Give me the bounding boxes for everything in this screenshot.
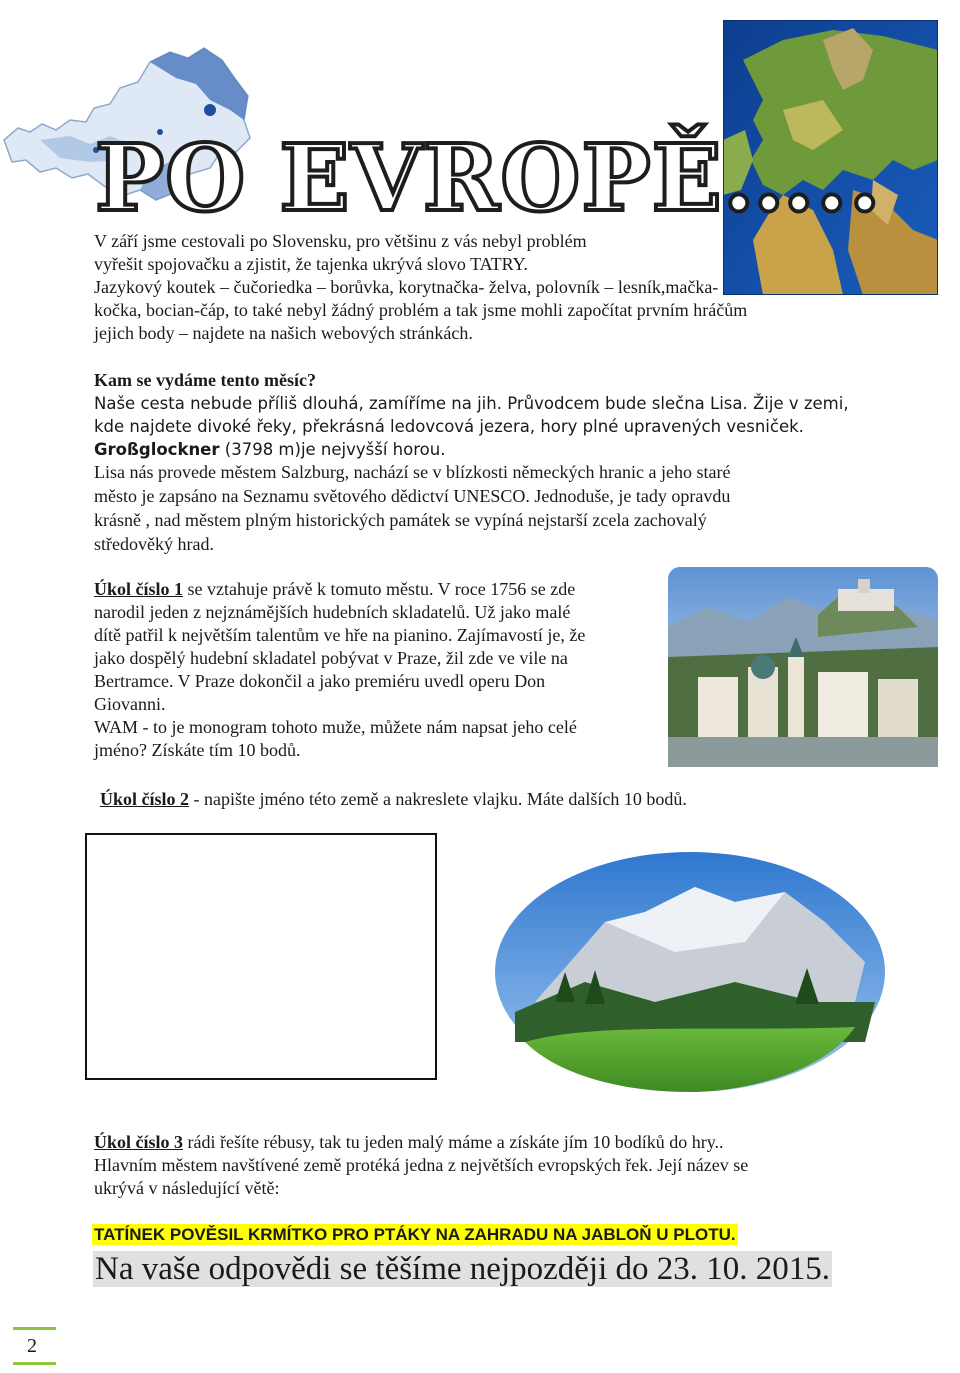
closing-text: Na vaše odpovědi se těšíme nejpozději do 23. 10. 2015. [95,1251,831,1287]
salzburg-line: krásně , nad městem plným historických památek se vypíná nejstarší zcela zachovalý [94,510,707,530]
salzburg-line: Lisa nás provede městem Salzburg, nachází se v blízkosti německých hranic a jeho staré [94,462,731,482]
closing-line [93,1250,832,1288]
salzburg-photo [668,567,938,767]
intro-line: vyřešit spojovačku a zjistit, že tajenka ukrývá slovo TATRY. [94,254,528,274]
intro-line: V září jsme cestovali po Slovensku, pro většinu z vás nebyl problém [94,231,587,251]
destination-line: Naše cesta nebude příliš dlouhá, zamíříme na jih. Průvodcem bude slečna Lisa. Žije v zemi, [94,394,849,413]
riddle-text: TATÍNEK POVĚSIL KRMÍTKO PRO PTÁKY NA ZAHRADU NA JABLOŇ U PLOTU. [94,1225,736,1244]
page-number-rule-bottom [13,1362,56,1365]
page-number-rule-top [13,1327,56,1330]
task2-label: Úkol číslo 2 [100,789,190,809]
task3-line: Úkol číslo 3 rádi řešíte rébusy, tak tu jeden malý máme a získáte jím 10 bodíků do hry.. [94,1132,724,1152]
destination-heading: Kam se vydáme tento měsíc? [94,370,316,390]
riddle-sentence [92,1223,738,1247]
intro-line: jejich body – najdete na našich webových stránkách. [94,323,473,343]
mountain-photo [495,852,885,1092]
destination-line [94,438,445,462]
salzburg-line: středověký hrad. [94,534,214,554]
task1-line: Úkol číslo 1 se vztahuje právě k tomuto městu. V roce 1756 se zde [94,579,576,599]
intro-line: kočka, bocian-čáp, to také nebyl žádný problém a tak jsme mohli započítat prvním hráčům [94,300,748,320]
task1-line: WAM - to je monogram tohoto muže, můžete nám napsat jeho celé [94,717,577,737]
task3-label: Úkol číslo 3 [94,1132,184,1152]
intro-line: Jazykový koutek – čučoriedka – borůvka, korytnačka- želva, polovník – lesník,mačka- [94,277,719,297]
task1-line: jméno? Získáte tím 10 bodů. [94,740,301,760]
task1-line: Giovanni. [94,694,166,714]
task2-line: Úkol číslo 2 - napište jméno této země a nakreslete vlajku. Máte dalších 10 bodů. [100,789,687,809]
flag-drawing-box[interactable] [85,833,437,1080]
task3-line: ukrývá v následující větě: [94,1178,280,1198]
task1-line: dítě patřil k největším talentům ve hře na pianino. Zajímavostí je, že [94,625,586,645]
task1-line: jako dospělý hudební skladatel pobývat v Praze, žil zde ve vile na [94,648,568,668]
task3-line: Hlavním městem navštívené země protéká jedna z největších evropských řek. Její název se [94,1155,749,1175]
peak-text: (3798 m)je nejvyšší horou. [219,440,446,459]
destination-line: kde najdete divoké řeky, překrásná ledovcová jezera, hory plné upravených vesniček. [94,417,804,436]
task1-label: Úkol číslo 1 [94,579,184,599]
peak-name: Großglockner [94,440,220,459]
page-number: 2 [27,1335,37,1357]
task1-line: Bertramce. V Praze dokončil a jako premiéru uvedl operu Don [94,671,546,691]
page-title: PO EVROPĚ….. [95,124,882,232]
task1-line: narodil jeden z nejznámějších hudebních skladatelů. Už jako malé [94,602,571,622]
salzburg-line: město je zapsáno na Seznamu světového dědictví UNESCO. Jednoduše, je tady opravdu [94,486,731,506]
